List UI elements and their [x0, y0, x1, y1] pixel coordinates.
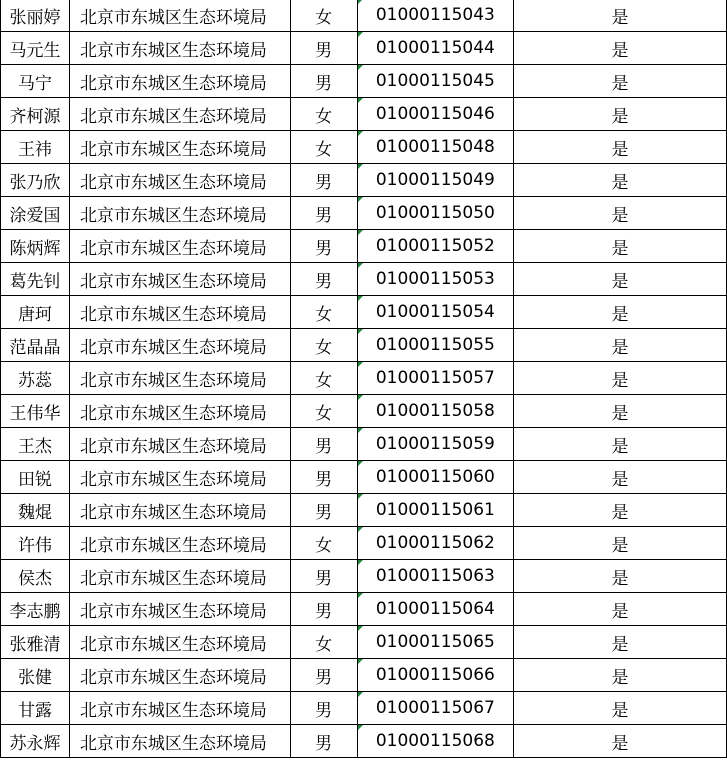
status-cell[interactable]: 是	[514, 593, 727, 626]
gender-cell[interactable]: 男	[290, 263, 357, 296]
status-cell[interactable]: 是	[514, 65, 727, 98]
id-number-cell[interactable]: 01000115064	[357, 593, 513, 626]
table-row	[1, 65, 727, 98]
status-cell[interactable]: 是	[514, 395, 727, 428]
department-cell[interactable]: 北京市东城区生态环境局	[69, 230, 290, 263]
status-cell[interactable]: 是	[514, 131, 727, 164]
id-number-cell[interactable]: 01000115058	[357, 395, 513, 428]
gender-cell[interactable]: 男	[290, 692, 357, 725]
gender-cell[interactable]: 女	[290, 98, 357, 131]
id-number-cell[interactable]: 01000115057	[357, 362, 513, 395]
department-cell[interactable]: 北京市东城区生态环境局	[69, 131, 290, 164]
department-cell[interactable]: 北京市东城区生态环境局	[69, 659, 290, 692]
department-cell[interactable]: 北京市东城区生态环境局	[69, 692, 290, 725]
status-cell[interactable]: 是	[514, 428, 727, 461]
status-cell[interactable]: 是	[514, 362, 727, 395]
table-row	[1, 263, 727, 296]
id-number-cell[interactable]: 01000115046	[357, 98, 513, 131]
id-number-cell[interactable]: 01000115055	[357, 329, 513, 362]
id-number-cell[interactable]: 01000115068	[357, 725, 513, 758]
table-row	[1, 395, 727, 428]
table-row	[1, 725, 727, 758]
department-cell[interactable]: 北京市东城区生态环境局	[69, 0, 290, 32]
name-cell[interactable]: 马宁	[1, 65, 70, 98]
department-cell[interactable]: 北京市东城区生态环境局	[69, 428, 290, 461]
table-row	[1, 362, 727, 395]
table-row	[1, 527, 727, 560]
table-body	[1, 0, 727, 758]
gender-cell[interactable]: 女	[290, 527, 357, 560]
status-cell[interactable]: 是	[514, 527, 727, 560]
name-cell[interactable]: 许伟	[1, 527, 70, 560]
status-cell[interactable]: 是	[514, 32, 727, 65]
department-cell[interactable]: 北京市东城区生态环境局	[69, 329, 290, 362]
status-cell[interactable]: 是	[514, 461, 727, 494]
gender-cell[interactable]: 女	[290, 626, 357, 659]
name-cell[interactable]: 张健	[1, 659, 70, 692]
status-cell[interactable]: 是	[514, 560, 727, 593]
department-cell[interactable]: 北京市东城区生态环境局	[69, 593, 290, 626]
id-number-cell[interactable]: 01000115063	[357, 560, 513, 593]
gender-cell[interactable]: 女	[290, 362, 357, 395]
name-cell[interactable]: 王杰	[1, 428, 70, 461]
gender-cell[interactable]: 男	[290, 659, 357, 692]
id-number-cell[interactable]: 01000115061	[357, 494, 513, 527]
name-cell[interactable]: 王伟华	[1, 395, 70, 428]
table-row	[1, 32, 727, 65]
status-cell[interactable]: 是	[514, 98, 727, 131]
gender-cell[interactable]: 男	[290, 593, 357, 626]
name-cell[interactable]: 王祎	[1, 131, 70, 164]
gender-cell[interactable]: 男	[290, 197, 357, 230]
status-cell[interactable]: 是	[514, 725, 727, 758]
table-row	[1, 296, 727, 329]
table-row	[1, 428, 727, 461]
department-cell[interactable]: 北京市东城区生态环境局	[69, 494, 290, 527]
gender-cell[interactable]: 女	[290, 0, 357, 32]
table-row	[1, 164, 727, 197]
status-cell[interactable]: 是	[514, 230, 727, 263]
gender-cell[interactable]: 女	[290, 395, 357, 428]
table-row	[1, 626, 727, 659]
gender-cell[interactable]: 女	[290, 329, 357, 362]
status-cell[interactable]: 是	[514, 494, 727, 527]
table-row	[1, 329, 727, 362]
department-cell[interactable]: 北京市东城区生态环境局	[69, 263, 290, 296]
department-cell[interactable]: 北京市东城区生态环境局	[69, 164, 290, 197]
name-cell[interactable]: 葛先钊	[1, 263, 70, 296]
name-cell[interactable]: 甘露	[1, 692, 70, 725]
gender-cell[interactable]: 男	[290, 164, 357, 197]
name-cell[interactable]: 魏焜	[1, 494, 70, 527]
gender-cell[interactable]: 男	[290, 32, 357, 65]
status-cell[interactable]: 是	[514, 626, 727, 659]
table-row	[1, 0, 727, 32]
id-number-cell[interactable]: 01000115050	[357, 197, 513, 230]
department-cell[interactable]: 北京市东城区生态环境局	[69, 65, 290, 98]
name-cell[interactable]: 范晶晶	[1, 329, 70, 362]
table-row	[1, 98, 727, 131]
id-number-cell[interactable]: 01000115052	[357, 230, 513, 263]
department-cell[interactable]: 北京市东城区生态环境局	[69, 725, 290, 758]
table-row	[1, 230, 727, 263]
table-row	[1, 197, 727, 230]
id-number-cell[interactable]: 01000115062	[357, 527, 513, 560]
name-cell[interactable]: 陈炳辉	[1, 230, 70, 263]
department-cell[interactable]: 北京市东城区生态环境局	[69, 626, 290, 659]
gender-cell[interactable]: 男	[290, 494, 357, 527]
name-cell[interactable]: 田锐	[1, 461, 70, 494]
table-row	[1, 131, 727, 164]
name-cell[interactable]: 唐珂	[1, 296, 70, 329]
id-number-cell[interactable]: 01000115048	[357, 131, 513, 164]
gender-cell[interactable]: 男	[290, 428, 357, 461]
name-cell[interactable]: 涂爱国	[1, 197, 70, 230]
gender-cell[interactable]: 男	[290, 725, 357, 758]
gender-cell[interactable]: 男	[290, 560, 357, 593]
id-number-cell[interactable]: 01000115065	[357, 626, 513, 659]
status-cell[interactable]: 是	[514, 263, 727, 296]
name-cell[interactable]: 马元生	[1, 32, 70, 65]
status-cell[interactable]: 是	[514, 329, 727, 362]
name-cell[interactable]: 苏永辉	[1, 725, 70, 758]
table-row	[1, 461, 727, 494]
table-row	[1, 692, 727, 725]
department-cell[interactable]: 北京市东城区生态环境局	[69, 560, 290, 593]
gender-cell[interactable]: 女	[290, 131, 357, 164]
table-row	[1, 560, 727, 593]
id-number-cell[interactable]: 01000115060	[357, 461, 513, 494]
name-cell[interactable]: 张丽婷	[1, 0, 70, 32]
gender-cell[interactable]: 女	[290, 296, 357, 329]
id-number-cell[interactable]: 01000115043	[357, 0, 513, 32]
gender-cell[interactable]: 男	[290, 65, 357, 98]
id-number-cell[interactable]: 01000115054	[357, 296, 513, 329]
status-cell[interactable]: 是	[514, 0, 727, 32]
id-number-cell[interactable]: 01000115067	[357, 692, 513, 725]
id-number-cell[interactable]: 01000115045	[357, 65, 513, 98]
name-cell[interactable]: 齐柯源	[1, 98, 70, 131]
department-cell[interactable]: 北京市东城区生态环境局	[69, 98, 290, 131]
status-cell[interactable]: 是	[514, 296, 727, 329]
table-row	[1, 494, 727, 527]
name-cell[interactable]: 苏蕊	[1, 362, 70, 395]
department-cell[interactable]: 北京市东城区生态环境局	[69, 32, 290, 65]
table-row	[1, 659, 727, 692]
department-cell[interactable]: 北京市东城区生态环境局	[69, 395, 290, 428]
department-cell[interactable]: 北京市东城区生态环境局	[69, 362, 290, 395]
id-number-cell[interactable]: 01000115059	[357, 428, 513, 461]
id-number-cell[interactable]: 01000115053	[357, 263, 513, 296]
status-cell[interactable]: 是	[514, 692, 727, 725]
id-number-cell[interactable]: 01000115049	[357, 164, 513, 197]
id-number-cell[interactable]: 01000115066	[357, 659, 513, 692]
status-cell[interactable]: 是	[514, 659, 727, 692]
gender-cell[interactable]: 男	[290, 230, 357, 263]
table-row	[1, 593, 727, 626]
department-cell[interactable]: 北京市东城区生态环境局	[69, 527, 290, 560]
name-cell[interactable]: 侯杰	[1, 560, 70, 593]
status-cell[interactable]: 是	[514, 197, 727, 230]
name-cell[interactable]: 李志鹏	[1, 593, 70, 626]
name-cell[interactable]: 张乃欣	[1, 164, 70, 197]
department-cell[interactable]: 北京市东城区生态环境局	[69, 296, 290, 329]
department-cell[interactable]: 北京市东城区生态环境局	[69, 461, 290, 494]
department-cell[interactable]: 北京市东城区生态环境局	[69, 197, 290, 230]
gender-cell[interactable]: 男	[290, 461, 357, 494]
status-cell[interactable]: 是	[514, 164, 727, 197]
name-cell[interactable]: 张雅清	[1, 626, 70, 659]
id-number-cell[interactable]: 01000115044	[357, 32, 513, 65]
